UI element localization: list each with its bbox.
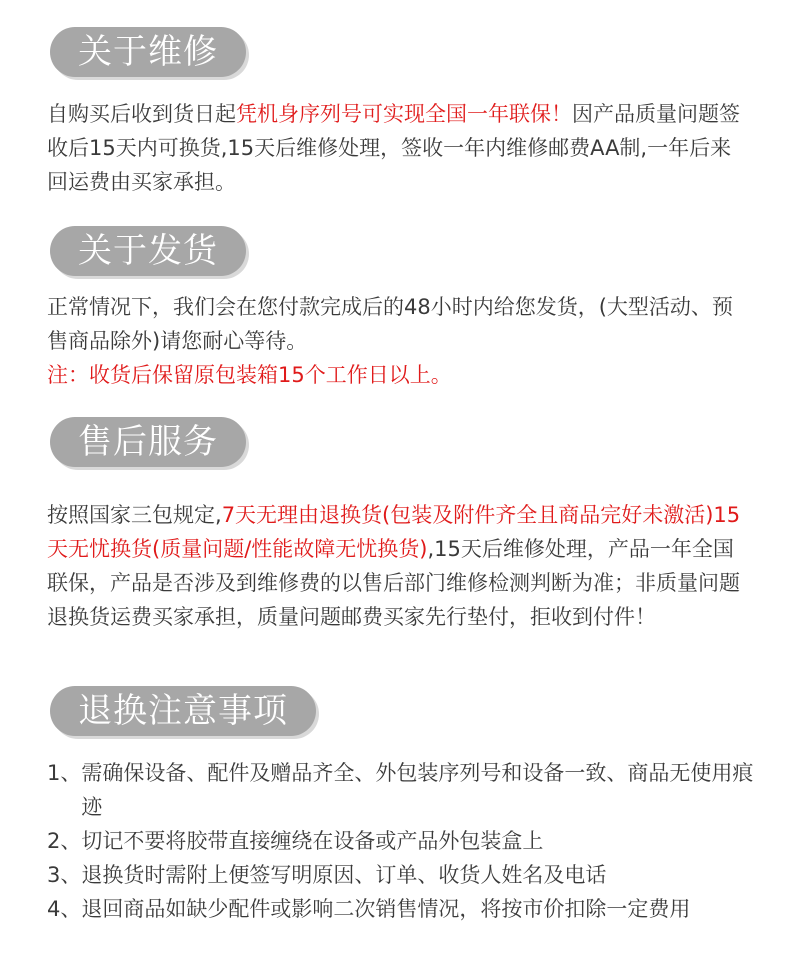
- list-item-number: 1、: [47, 761, 82, 785]
- after-sales-text-rest: ,15天后维修处理，产品一年全国联保，产品是否涉及到维修费的以售后部门维修检测判断为准；非质量问题退换货运费买家承担，质量问题邮费买家先行垫付，拒收到付件！: [47, 537, 740, 629]
- list-item-text: 切记不要将胶带直接缠绕在设备或产品外包装盒上: [81, 829, 544, 853]
- after-sales-policy-text: [47, 498, 752, 634]
- list-item-number: 3、: [47, 863, 82, 887]
- shipping-note: 注：收货后保留原包装箱15个工作日以上。: [47, 363, 452, 387]
- returns-notes-list: [47, 756, 757, 926]
- list-item: [47, 824, 757, 858]
- repair-policy-text: [47, 97, 752, 199]
- list-item-number: 2、: [47, 829, 82, 853]
- list-item: [47, 892, 757, 926]
- after-sales-text-highlight: 7天无理由退换货(包装及附件齐全且商品完好未激活)15天无忧换货(质量问题/性能故障无忧换货): [47, 503, 741, 561]
- section-heading-repair: 关于维修: [50, 27, 246, 77]
- section-heading-shipping: 关于发货: [50, 226, 246, 276]
- list-item: [47, 858, 757, 892]
- shipping-policy-text: [47, 290, 752, 392]
- shipping-text: 正常情况下，我们会在您付款完成后的48小时内给您发货，(大型活动、预售商品除外)请您耐心等待。: [47, 295, 733, 353]
- repair-text-highlight: 凭机身序列号可实现全国一年联保！: [236, 102, 572, 126]
- list-item: [47, 756, 757, 824]
- repair-text-rest: 因产品质量问题签收后15天内可换货,15天后维修处理，签收一年内维修邮费AA制,一年后来回运费由买家承担。: [47, 102, 740, 194]
- section-heading-after-sales: 售后服务: [50, 417, 246, 467]
- list-item-text: 退回商品如缺少配件或影响二次销售情况，将按市价扣除一定费用: [81, 897, 691, 921]
- section-heading-returns: 退换注意事项: [50, 686, 316, 736]
- repair-text-intro: 自购买后收到货日起: [47, 102, 236, 126]
- after-sales-text-intro: 按照国家三包规定,: [47, 503, 222, 527]
- list-item-number: 4、: [47, 897, 82, 921]
- list-item-text: 需确保设备、配件及赠品齐全、外包装序列号和设备一致、商品无使用痕迹: [81, 761, 754, 819]
- list-item-text: 退换货时需附上便签写明原因、订单、收货人姓名及电话: [81, 863, 607, 887]
